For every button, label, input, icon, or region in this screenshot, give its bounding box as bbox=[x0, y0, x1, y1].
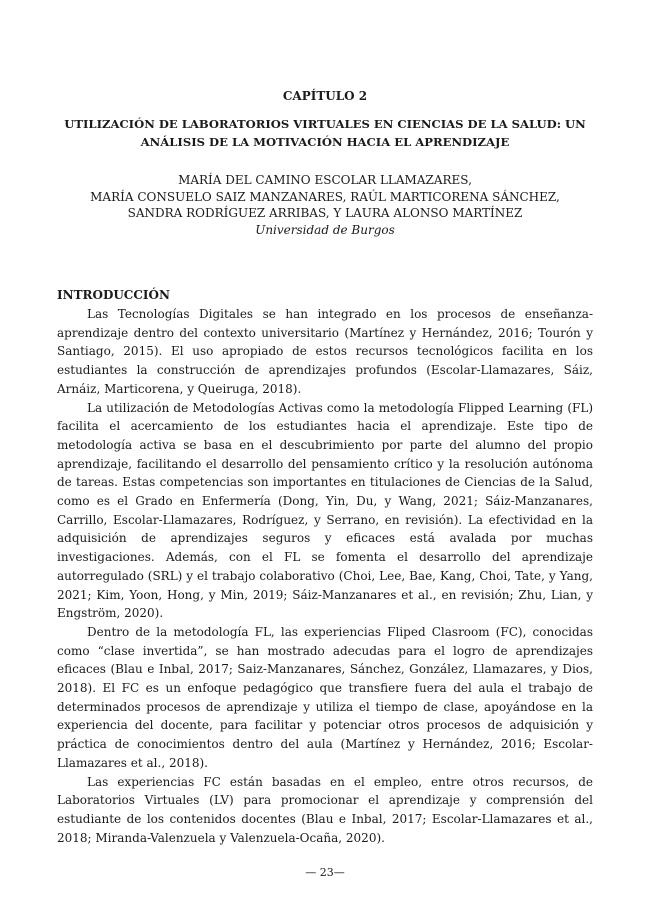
paragraph: Las Tecnologías Digitales se han integrado en los procesos de enseñanza-aprendizaje dentro del contexto universitario (Martínez y Hernández, 2016; Tourón y Santiago, 2015). El uso apropiado de estos recursos tecnológicos facilita en los estudiantes la construcción de aprendizajes profundos (Escolar-Llamazares, Sáiz, Arnáiz, Marticorena, y Queiruga, 2018). bbox=[57, 307, 593, 396]
author-line: MARÍA DEL CAMINO ESCOLAR LLAMAZARES, bbox=[178, 173, 472, 187]
body-text bbox=[57, 305, 593, 847]
title-line: ANÁLISIS DE LA MOTIVACIÓN HACIA EL APRENDIZAJE bbox=[140, 135, 510, 149]
author-line: MARÍA CONSUELO SAIZ MANZANARES, RAÚL MARTICORENA SÁNCHEZ, bbox=[90, 189, 560, 204]
paragraph: Dentro de la metodología FL, las experiencias Fliped Clasroom (FC), conocidas como “clase invertida”, se han mostrado adecudas para el logro de aprendizajes eficaces (Blau e Inbal, 2017; Saiz-Manzanares, Sánchez, González, Llamazares, y Dios, 2018). El FC es un enfoque pedagógico que transfiere fuera del aula el trabajo de determinados procesos de aprendizaje y utiliza el tiempo de clase, apoyándose en la experiencia del docente, para facilitar y potenciar otros procesos de adquisición y práctica de conocimientos dentro del aula (Martínez y Hernández, 2016; Escolar-Llamazares et al., 2018). bbox=[57, 624, 593, 770]
author-block bbox=[40, 172, 610, 238]
chapter-title bbox=[60, 115, 590, 151]
page-number: — 23— bbox=[305, 866, 345, 879]
chapter-label: CAPÍTULO 2 bbox=[282, 89, 368, 103]
section-heading: INTRODUCCIÓN bbox=[57, 288, 170, 302]
title-line: UTILIZACIÓN DE LABORATORIOS VIRTUALES EN CIENCIAS DE LA SALUD: UN bbox=[64, 117, 586, 131]
paragraph: La utilización de Metodologías Activas como la metodología Flipped Learning (FL) facilita el acercamiento de los estudiantes hacia el aprendizaje. Este tipo de metodología activa se basa en el descubrimiento por parte del alumno del propio aprendizaje, facilitando el desarrollo del pensamiento crítico y la resolución autónoma de tareas. Estas competencias son importantes en titulaciones de Ciencias de la Salud, como es el Grado en Enfermería (Dong, Yin, Du, y Wang, 2021; Sáiz-Manzanares, Carrillo, Escolar-Llamazares, Rodríguez, y Serrano, en revisión). La efectividad en la adquisición de aprendizajes seguros y eficaces está avalada por muchas investigaciones. Además, con el FL se fomenta el desarrollo del aprendizaje autorregulado (SRL) y el trabajo colaborativo (Choi, Lee, Bae, Kang, Choi, Tate, y Yang, 2021; Kim, Yoon, Hong, y Min, 2019; Sáiz-Manzanares et al., en revisión; Zhu, Lian, y Engström, 2020). bbox=[57, 400, 593, 621]
affiliation: Universidad de Burgos bbox=[255, 222, 395, 237]
author-line: SANDRA RODRÍGUEZ ARRIBAS, Y LAURA ALONSO MARTÍNEZ bbox=[127, 206, 523, 220]
paragraph: Las experiencias FC están basadas en el empleo, entre otros recursos, de Laboratorios Virtuales (LV) para promocionar el aprendizaje y comprensión del estudiante de los contenidos docentes (Blau e Inbal, 2017; Escolar-Llamazares et al., 2018; Miranda-Valenzuela y Valenzuela-Ocaña, 2020). bbox=[57, 774, 593, 845]
